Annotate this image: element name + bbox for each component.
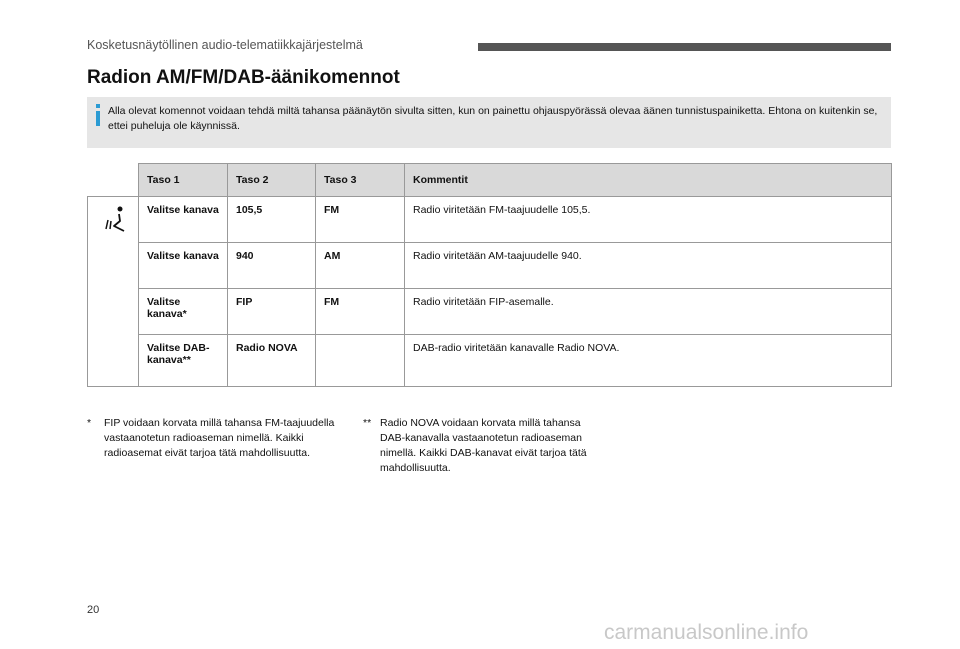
row3-level2: FIP	[228, 289, 316, 335]
page-number: 20	[87, 604, 100, 616]
table-row	[88, 197, 892, 243]
row4-level3	[316, 335, 405, 387]
row1-comment: Radio viritetään FM-taajuudelle 105,5.	[405, 197, 892, 243]
table-header-comments: Kommentit	[405, 164, 892, 197]
watermark: carmanualsonline.info	[604, 621, 809, 644]
table-row	[88, 335, 892, 387]
row1-level1: Valitse kanava	[139, 197, 228, 243]
row3-level1: Valitse kanava*	[139, 289, 228, 335]
table-header-level2: Taso 2	[228, 164, 316, 197]
row4-level2: Radio NOVA	[228, 335, 316, 387]
table-header-level1: Taso 1	[139, 164, 228, 197]
footnote-2-mark: **	[363, 417, 372, 429]
row4-comment: DAB-radio viritetään kanavalle Radio NOVA.	[405, 335, 892, 387]
page-title: Radion AM/FM/DAB-äänikomennot	[87, 67, 400, 88]
table-row	[88, 243, 892, 289]
voice-command-table	[87, 163, 892, 387]
voice-command-icon	[100, 204, 130, 234]
header-title: Kosketusnäytöllinen audio-telematiikkajärjestelmä	[87, 38, 363, 52]
footnote-2-text: Radio NOVA voidaan korvata millä tahansa DAB-kanavalla vastaanotetun radioaseman nimellä. Kaikki DAB-kanavat eivät tarjoa tätä mahdollisuutta.	[380, 417, 587, 474]
row4-level1: Valitse DAB-kanava**	[139, 335, 228, 387]
icon-cell	[88, 197, 139, 387]
table-header-row	[88, 164, 892, 197]
row2-comment: Radio viritetään AM-taajuudelle 940.	[405, 243, 892, 289]
row3-level3: FM	[316, 289, 405, 335]
row1-level3: FM	[316, 197, 405, 243]
row3-comment: Radio viritetään FIP-asemalle.	[405, 289, 892, 335]
header-bar	[478, 43, 891, 51]
table-header-level3: Taso 3	[316, 164, 405, 197]
row2-level1: Valitse kanava	[139, 243, 228, 289]
footnote-1-text: FIP voidaan korvata millä tahansa FM-taajuudella vastaanotetun radioaseman nimellä. Kaikki radioasemat eivät tarjoa tätä mahdollisuutta.	[104, 417, 335, 459]
info-text: Alla olevat komennot voidaan tehdä miltä tahansa päänäytön sivulta sitten, kun on painettu ohjauspyörässä olevaa äänen tunnistuspainiketta. Ehtona on kuitenkin se, ettei puheluja ole käynnissä.	[108, 105, 878, 132]
row1-level2: 105,5	[228, 197, 316, 243]
row2-level3: AM	[316, 243, 405, 289]
table-row	[88, 289, 892, 335]
table-header-empty	[88, 164, 139, 197]
row2-level2: 940	[228, 243, 316, 289]
info-icon	[94, 104, 102, 126]
footnote-1-mark: *	[87, 417, 92, 429]
